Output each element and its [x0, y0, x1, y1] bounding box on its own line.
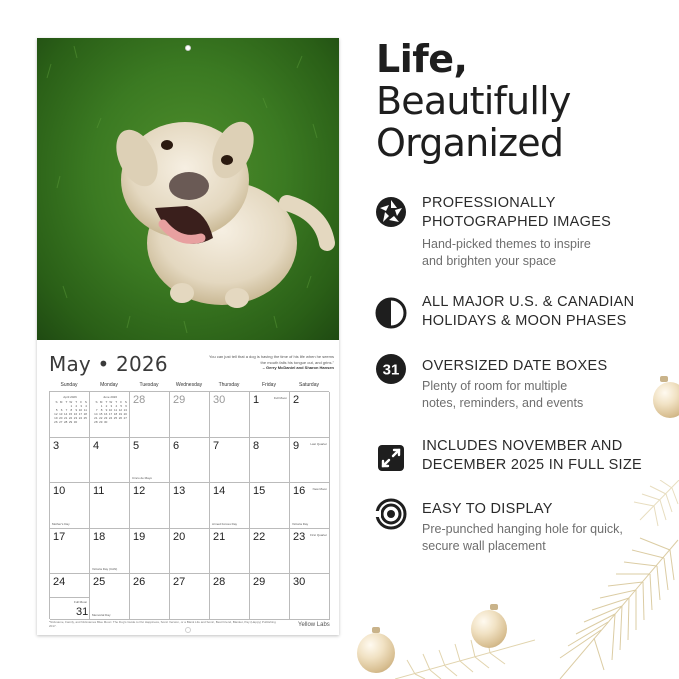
weekday-label: Thursday: [218, 382, 240, 388]
calendar-cell: [290, 392, 330, 438]
calendar-header: [49, 352, 334, 380]
mini-calendar-day: [108, 420, 113, 424]
calendar-cell: [250, 438, 290, 484]
camera-aperture-icon: [375, 196, 407, 228]
mini-calendar-day: F: [80, 400, 83, 404]
half-moon-icon: [375, 297, 407, 329]
calendar-cell: [290, 438, 330, 484]
feature-date-boxes: [375, 357, 675, 417]
mini-calendar-week: [53, 420, 87, 424]
feature-title: [422, 437, 642, 475]
date-number: 7: [213, 439, 220, 452]
mini-calendar-day: 3: [110, 404, 113, 408]
calendar-cell: [170, 483, 210, 529]
holiday-note: Mother's Day: [52, 521, 70, 526]
mini-calendar-day: 22: [68, 416, 73, 420]
ornament-cap: [372, 627, 380, 633]
hanging-hole: [185, 45, 191, 51]
moon-phase-note: First Quarter: [310, 532, 327, 537]
calendar-cell: [90, 483, 130, 529]
date-number: 28: [133, 394, 146, 406]
mini-calendar-day: 5: [120, 404, 123, 408]
mini-calendar-day: 9: [75, 408, 78, 412]
mini-calendar-day: 27: [59, 420, 63, 424]
mini-calendar-day: 12: [54, 412, 58, 416]
calendar-cell: [250, 483, 290, 529]
feature-title-line: ALL MAJOR U.S. & CANADIAN: [422, 294, 635, 310]
mini-calendar-day: 1: [100, 404, 103, 408]
date-number: 25: [93, 576, 106, 589]
mini-calendar-title: April 2026: [63, 395, 77, 399]
mini-calendar-day: 9: [105, 408, 108, 412]
mini-calendar-day: 24: [78, 416, 83, 420]
date-number: 29: [173, 394, 186, 406]
calendar-cell: [90, 529, 130, 575]
mini-calendar-day: 8: [70, 408, 73, 412]
moon-phase-note: Full Moon: [74, 600, 88, 605]
mini-calendar-day: 6: [60, 408, 63, 412]
mini-calendar-day: F: [120, 400, 123, 404]
mini-calendar-day: S: [124, 400, 127, 404]
mini-calendar-day: 14: [63, 412, 68, 416]
weekday-label: Tuesday: [139, 382, 159, 388]
mini-calendar-day: 19: [54, 416, 58, 420]
headline-line-1: Life,: [376, 37, 468, 81]
date-number: 30: [293, 576, 306, 589]
date-number: 20: [173, 530, 186, 543]
date-number: 6: [173, 439, 180, 452]
mini-calendar-day: 26: [54, 420, 58, 424]
date-number: 16: [293, 485, 306, 498]
date-number: 29: [253, 576, 266, 589]
headline-line-3: Organized: [376, 121, 564, 165]
mini-calendar-day: 19: [118, 412, 123, 416]
mini-calendar-day: 14: [94, 412, 98, 416]
date-number: 9: [293, 439, 300, 452]
mini-calendar-day: 10: [78, 408, 83, 412]
holiday-note: Cinco de Mayo: [132, 476, 153, 481]
weekday-label: Wednesday: [175, 382, 203, 388]
calendar-cell: [290, 483, 330, 529]
mini-calendar-day: 29: [68, 420, 73, 424]
feature-title-line: PROFESSIONALLY: [422, 195, 556, 211]
calendar-cell: [250, 392, 290, 438]
mini-calendar-day: 3: [80, 404, 83, 408]
mini-calendar-day: 18: [113, 412, 118, 416]
feature-description: [422, 378, 583, 412]
calendar-cell: [130, 574, 170, 620]
mini-calendar-day: 7: [65, 408, 68, 412]
mini-calendar-day: [82, 420, 87, 424]
date-number: 4: [93, 439, 100, 452]
mini-calendar-day: 2: [75, 404, 78, 408]
mini-calendar-day: S: [95, 400, 98, 404]
dog-photo: [37, 38, 339, 340]
pine-branch-bottom-decoration: [395, 610, 535, 679]
mini-calendar-april: [53, 395, 87, 424]
mini-calendar-day: 13: [123, 408, 127, 412]
calendar-cell: [290, 529, 330, 575]
mini-calendar-day: W: [109, 400, 113, 404]
holiday-note: Full Moon: [273, 396, 287, 400]
mini-calendar-day: 25: [83, 416, 87, 420]
mini-calendar-day: [118, 420, 123, 424]
calendar-cell: [210, 529, 250, 575]
mini-calendar-day: 15: [68, 412, 73, 416]
mini-calendar-day: 21: [94, 416, 98, 420]
holiday-note: Armed Forces Day: [212, 521, 238, 526]
mini-calendar-day: 11: [83, 408, 87, 412]
date-number: 21: [213, 530, 226, 543]
calendar-cell: [170, 392, 210, 438]
moon-phase-note: New Moon: [312, 487, 327, 492]
date-number: 14: [213, 485, 226, 498]
headline-line-2: Beautifully: [376, 79, 571, 123]
mini-calendar-day: S: [55, 400, 58, 404]
mini-calendar-day: 18: [83, 412, 87, 416]
calendar-cell: [250, 529, 290, 575]
weekday-label: Monday: [100, 382, 118, 388]
date-number: 3: [53, 439, 60, 452]
date-number: 13: [173, 485, 186, 498]
gold-ornament: [357, 633, 395, 673]
feature-title-line: EASY TO DISPLAY: [422, 501, 553, 517]
date-number: 12: [133, 485, 146, 498]
mini-calendar-week: [93, 420, 127, 424]
date-number: 22: [253, 530, 266, 543]
quote-text: You can just tell that a dog is having the time of his life when he seems the mouth falls his tongue out, and grins.": [208, 354, 334, 365]
calendar-cell: [130, 438, 170, 484]
mini-calendar-day: T: [105, 400, 108, 404]
mini-calendar-day: 20: [59, 416, 63, 420]
date-number: 30: [213, 394, 226, 406]
calendar-cell-split: [50, 574, 90, 620]
mini-calendar-day: 10: [108, 408, 113, 412]
calendar-footnote: *Nickname, Family, and Nicknames Blue Moon: The Dog's Guide to Pet Happiness, Sonic Version, or a Blank Life and Sonic, Best Friend, Blanket, Pay (Happy) Publishing 2017.: [49, 620, 276, 628]
date-number: 8: [253, 439, 260, 452]
calendar-cell: [170, 529, 210, 575]
feature-desc-line: Pre-punched hanging hole for quick,: [422, 522, 623, 536]
calendar-cell: [50, 483, 90, 529]
feature-holidays: [375, 293, 675, 333]
mini-calendar-day: 8: [100, 408, 103, 412]
feature-easy-display: [375, 500, 675, 560]
mini-calendar-day: 13: [59, 412, 63, 416]
weekday-label: Sunday: [60, 382, 78, 388]
feature-desc-line: Hand-picked themes to inspire: [422, 237, 591, 251]
feature-title-line: PHOTOGRAPHED IMAGES: [422, 214, 612, 230]
mini-calendar-day: 27: [123, 416, 127, 420]
mini-calendar-day: 28: [94, 420, 98, 424]
calendar-cell: [90, 438, 130, 484]
mini-calendar-day: 1: [70, 404, 73, 408]
date-number: 17: [53, 530, 66, 543]
feature-title-line: HOLIDAYS & MOON PHASES: [422, 313, 627, 329]
mini-calendar-day: 21: [63, 416, 68, 420]
mini-calendar-day: 23: [103, 416, 108, 420]
mini-calendar-day: [122, 420, 127, 424]
date-number: 28: [213, 576, 226, 589]
feature-description: [422, 521, 623, 555]
date-number: 19: [133, 530, 146, 543]
calendar-cell: [210, 483, 250, 529]
mini-calendar-day: T: [115, 400, 118, 404]
weekday-label: Friday: [262, 382, 276, 388]
mini-calendar-day: 15: [99, 412, 103, 416]
mini-calendar-day: 2: [105, 404, 108, 408]
mini-calendar-day: 6: [125, 404, 127, 408]
calendar-grid: [49, 391, 329, 619]
gold-ornament: [471, 610, 507, 648]
moon-phase-note: Last Quarter: [310, 441, 327, 446]
mini-calendar-day: S: [84, 400, 87, 404]
mini-calendar-day: 16: [103, 412, 108, 416]
calendar-cell: [210, 574, 250, 620]
date-number: 2: [293, 394, 300, 406]
date-badge-number: 31: [382, 361, 400, 379]
holiday-note: Memorial Day: [92, 612, 111, 617]
mini-calendar-title: June 2026: [102, 395, 117, 399]
date-number: 26: [133, 576, 146, 589]
quote-author: – Gerry McDaniel and Sharon Hansen: [262, 365, 334, 370]
date-badge-icon: [375, 353, 407, 385]
holiday-note: Victoria Day: [292, 521, 309, 526]
calendar-cell: [50, 392, 90, 438]
feature-photographs: [375, 194, 675, 274]
mini-calendar-day: 5: [55, 408, 58, 412]
headline: [376, 38, 571, 164]
mini-calendar-day: 4: [115, 404, 118, 408]
calendar-cell: [50, 529, 90, 575]
mini-calendar-june: [93, 395, 127, 424]
mini-calendar-day: 22: [99, 416, 103, 420]
yellow-lab-illustration: [37, 38, 339, 340]
calendar-brand: Yellow Labs: [298, 622, 330, 628]
date-number: 11: [93, 485, 105, 498]
feature-title: [422, 500, 553, 519]
mini-calendar-day: 26: [118, 416, 123, 420]
calendar-quote: [204, 354, 334, 371]
feature-full-size-months: [375, 437, 675, 477]
mini-calendar-day: M: [99, 400, 103, 404]
feature-desc-line: Plenty of room for multiple: [422, 379, 568, 393]
calendar-cell: [250, 574, 290, 620]
mini-calendar-day: 24: [108, 416, 113, 420]
calendar-cell: [90, 392, 130, 438]
holiday-note: Victoria Day (CAN): [92, 567, 118, 572]
feature-title-line: DECEMBER 2025 IN FULL SIZE: [422, 457, 642, 473]
date-number: 10: [53, 485, 66, 498]
calendar-cell: [210, 392, 250, 438]
calendar-cell: [130, 529, 170, 575]
mini-calendar-day: 12: [118, 408, 123, 412]
split-divider: [50, 597, 89, 598]
mini-calendar-day: [78, 420, 83, 424]
mini-calendar-day: T: [75, 400, 78, 404]
feature-title: [422, 357, 607, 376]
mini-calendar-day: 7: [95, 408, 98, 412]
feature-title-line: INCLUDES NOVEMBER AND: [422, 438, 623, 454]
calendar-cell: [290, 574, 330, 620]
date-number: 31: [76, 605, 89, 618]
mini-calendar-day: 4: [85, 404, 87, 408]
calendar-cell: [130, 483, 170, 529]
feature-desc-line: and brighten your space: [422, 254, 557, 268]
feature-title-line: OVERSIZED DATE BOXES: [422, 358, 608, 374]
calendar-cell: [210, 438, 250, 484]
calendar-cell: [50, 438, 90, 484]
weekday-label: Saturday: [298, 382, 319, 388]
date-number: 1: [253, 394, 260, 406]
calendar-cell: [90, 574, 130, 620]
mini-calendar-day: W: [69, 400, 73, 404]
hanging-target-icon: [375, 498, 407, 530]
calendar-cell: [170, 438, 210, 484]
month-title: May • 2026: [49, 352, 168, 376]
mini-calendar-day: 17: [108, 412, 113, 416]
mini-calendar-day: 17: [78, 412, 83, 416]
mini-calendar-day: 16: [73, 412, 78, 416]
mini-calendar-day: 30: [103, 420, 108, 424]
feature-desc-line: notes, reminders, and events: [422, 396, 584, 410]
feature-title: [422, 293, 634, 331]
mini-calendar-day: 23: [73, 416, 78, 420]
feature-desc-line: secure wall placement: [422, 539, 546, 553]
mini-calendar-day: 30: [73, 420, 78, 424]
mini-calendar-day: 28: [63, 420, 68, 424]
mini-calendar-day: [113, 420, 118, 424]
mini-calendar-day: 20: [123, 412, 127, 416]
date-number: 27: [173, 576, 186, 589]
mini-calendar-day: T: [65, 400, 68, 404]
expand-arrows-icon: [375, 442, 407, 474]
calendar-cell: [170, 574, 210, 620]
feature-description: [422, 236, 591, 270]
calendar-cell: [130, 392, 170, 438]
date-number: 24: [53, 576, 66, 589]
mini-calendar-day: 29: [99, 420, 103, 424]
feature-title: [422, 194, 611, 232]
mini-calendar-day: M: [59, 400, 63, 404]
date-number: 5: [133, 439, 140, 452]
date-number: 18: [93, 530, 106, 543]
mini-calendar-day: 11: [114, 408, 118, 412]
date-number: 15: [253, 485, 266, 498]
mini-calendar-day: 25: [113, 416, 118, 420]
date-number: 23: [293, 530, 306, 543]
ornament-cap: [490, 604, 498, 610]
